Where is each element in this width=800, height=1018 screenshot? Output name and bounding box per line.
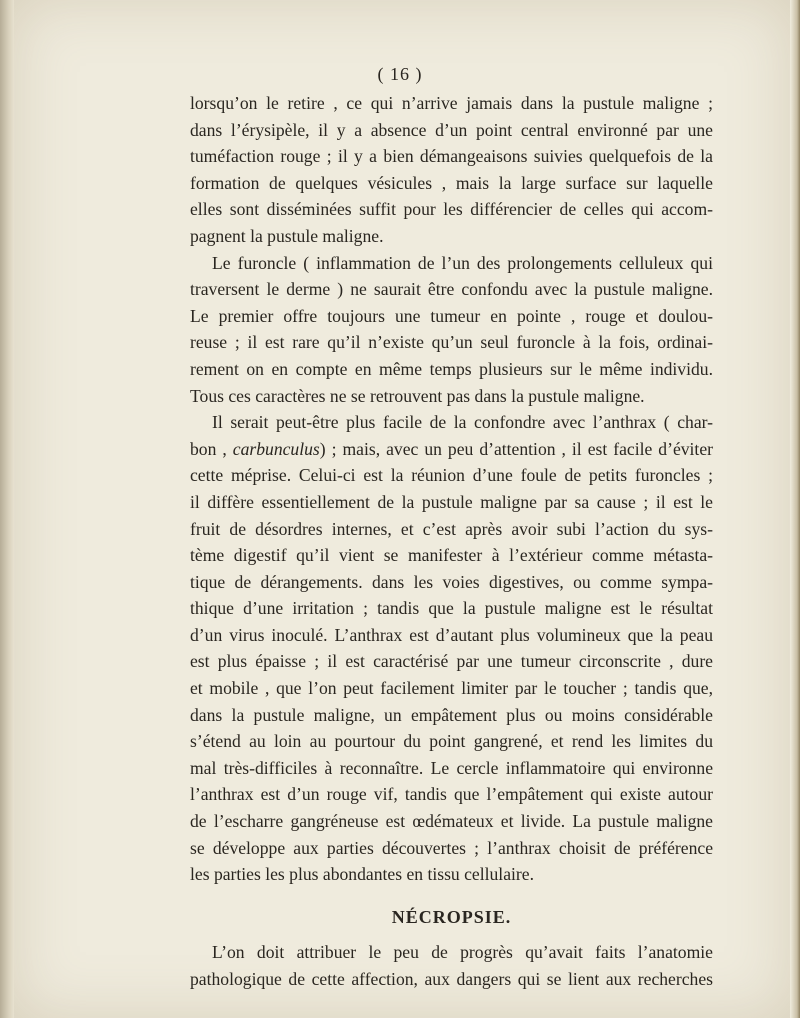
text-line: formation de quelques vésicules , mais la large surface sur laquelle bbox=[190, 172, 713, 193]
text-line: L’on doit attribuer le peu de progrès qu’avait faits l’anatomie bbox=[212, 942, 713, 963]
page-right-edge bbox=[790, 0, 800, 1018]
text-line: s’étend au loin au pourtour du point gangrené, et rend les limites du bbox=[190, 731, 713, 752]
paragraph-necropsie bbox=[190, 939, 713, 992]
text-line: d’un virus inoculé. L’anthrax est d’autant plus volumineux que la peau bbox=[190, 624, 713, 645]
text-line: de l’escharre gangréneuse est œdémateux et livide. La pustule maligne bbox=[190, 811, 713, 832]
text-line: Le furoncle ( inflammation de l’un des prolongements celluleux qui bbox=[212, 252, 713, 273]
page-binding-edge bbox=[0, 0, 14, 1018]
text-line: l’anthrax est d’un rouge vif, tandis que l’empâtement qui existe autour bbox=[190, 784, 713, 805]
paragraph-erysipele bbox=[190, 90, 713, 250]
text-line: bon , carbunculus) ; mais, avec un peu d’attention , il est facile d’éviter bbox=[190, 438, 713, 459]
text-line: il diffère essentiellement de la pustule maligne par sa cause ; il est le bbox=[190, 491, 713, 512]
paragraph-anthrax bbox=[190, 409, 713, 888]
body-text bbox=[190, 90, 713, 993]
text-line: les parties les plus abondantes en tissu cellulaire. bbox=[190, 864, 534, 885]
text-line: tème digestif qu’il vient se manifester à l’extérieur comme métasta- bbox=[190, 545, 713, 566]
text-line: dans l’érysipèle, il y a absence d’un point central environné par une bbox=[190, 119, 713, 140]
text-line: reuse ; il est rare qu’il n’existe qu’un seul furoncle à la fois, ordinai- bbox=[190, 332, 713, 353]
section-heading: NÉCROPSIE. bbox=[391, 906, 512, 927]
text-line: dans la pustule maligne, un empâtement plus ou moins considérable bbox=[190, 704, 713, 725]
text-line: cette méprise. Celui-ci est la réunion d’une foule de petits furoncles ; bbox=[190, 465, 713, 486]
latin-term: carbunculus bbox=[232, 438, 320, 459]
paragraph-furoncle bbox=[190, 250, 713, 410]
text-line: lorsqu’on le retire , ce qui n’arrive jamais dans la pustule maligne ; bbox=[190, 93, 713, 113]
text-line: mal très-difficiles à reconnaître. Le cercle inflammatoire qui environne bbox=[190, 757, 713, 778]
text-line: Tous ces caractères ne se retrouvent pas dans la pustule maligne. bbox=[190, 385, 645, 406]
text-line: Il serait peut-être plus facile de la confondre avec l’anthrax ( char- bbox=[212, 412, 713, 433]
page-number: ( 16 ) bbox=[377, 64, 423, 84]
text-line: Le premier offre toujours une tumeur en pointe , rouge et doulou- bbox=[190, 305, 713, 326]
text-line: tique de dérangements. dans les voies digestives, ou comme sympa- bbox=[190, 571, 713, 592]
text-line: pagnent la pustule maligne. bbox=[190, 225, 384, 246]
text-line: fruit de désordres internes, et c’est après avoir subi l’action du sys- bbox=[190, 518, 713, 539]
text-line: traversent le derme ) ne saurait être confondu avec la pustule maligne. bbox=[190, 279, 713, 300]
text-line: se développe aux parties découvertes ; l’anthrax choisit de préférence bbox=[190, 837, 713, 858]
text-line: rement on en compte en même temps plusieurs sur le même individu. bbox=[190, 358, 713, 379]
text-line: elles sont disséminées suffit pour les différencier de celles qui accom- bbox=[190, 199, 713, 220]
text-line: thique d’une irritation ; tandis que la pustule maligne est le résultat bbox=[190, 598, 713, 619]
text-line: et mobile , que l’on peut facilement limiter par le toucher ; tandis que, bbox=[190, 678, 713, 699]
text-line: tuméfaction rouge ; il y a bien démangeaisons suivies quelquefois de la bbox=[190, 146, 713, 167]
text-line: pathologique de cette affection, aux dangers qui se lient aux recherches bbox=[190, 969, 713, 989]
text-line: est plus épaisse ; il est caractérisé par une tumeur circonscrite , dure bbox=[190, 651, 713, 672]
